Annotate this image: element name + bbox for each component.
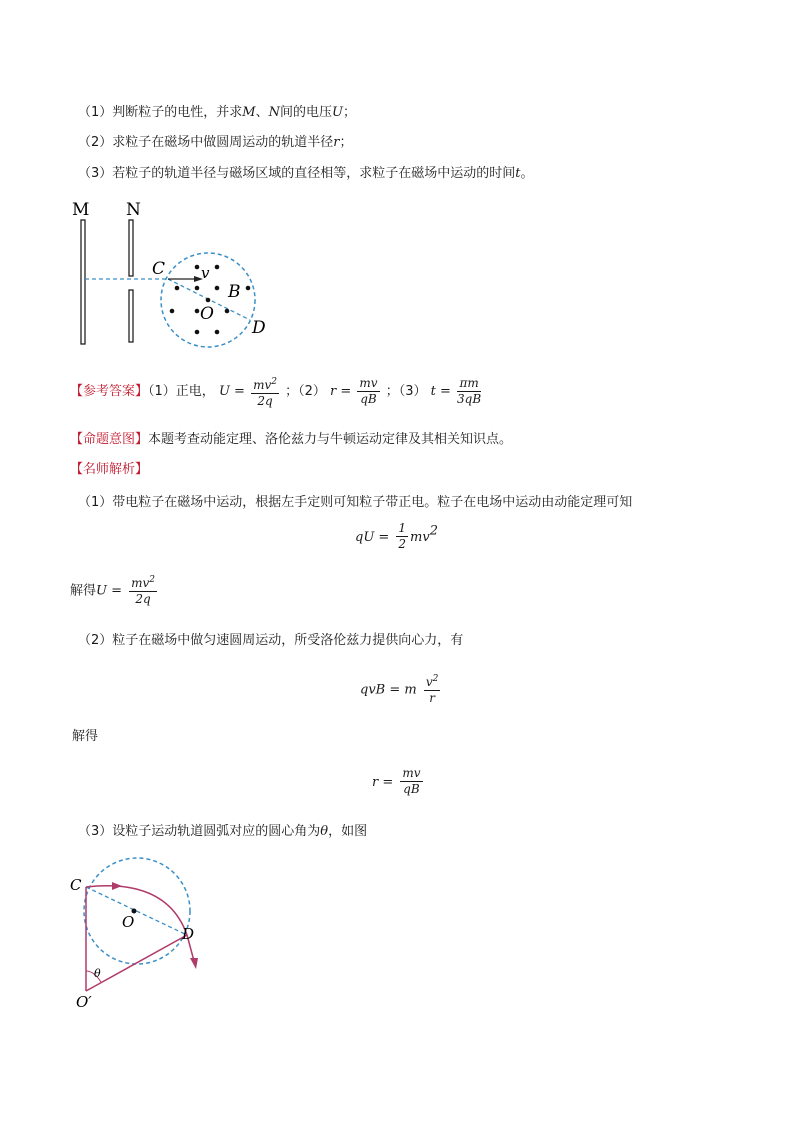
answer-tag: 【参考答案】 (70, 384, 149, 399)
radius-do (86, 935, 187, 991)
label-b: B (228, 282, 241, 302)
analysis-part-3: （3）设粒子运动轨道圆弧对应的圆心角为θ，如图 (78, 824, 368, 839)
label-v: v (201, 264, 210, 282)
label-d: D (252, 318, 266, 338)
analysis-part-1: （1）带电粒子在磁场中运动，根据左手定则可知粒子带正电。粒子在电场中运动由动能定理可知 (78, 495, 633, 510)
label-theta: θ (94, 967, 101, 980)
label-o: O (200, 304, 214, 324)
equation-energy: qU = $\frac{1}{2}$ $mv^2$ (355, 521, 438, 551)
analysis-tag: 【名师解析】 (70, 462, 149, 477)
question-3: （3）若粒子的轨道半径与磁场区域的直径相等，求粒子在磁场中运动的时间t。 (78, 166, 534, 181)
analysis-part-2: （2）粒子在磁场中做匀速圆周运动，所受洛伦兹力提供向心力，有 (78, 633, 464, 648)
label-d-2: D (182, 925, 195, 943)
reference-answer: 【参考答案】（1）正电， U = $\frac{mv^2}{2q}$ ；（2） r = $\frac{mv}{qB}$ ；（3） t = $\frac{\pi m}{3qB}$ (70, 376, 482, 408)
analysis-solve: 解得 (72, 729, 99, 744)
answer-t-fraction: $\frac{\pi m}{3qB}$ (457, 376, 482, 406)
equation-radius: r = $\frac{mv}{qB}$ (372, 766, 421, 796)
question-2: （2）求粒子在磁场中做圆周运动的轨道半径r； (78, 135, 353, 150)
label-m: M (72, 200, 90, 220)
equation-lorentz: qvB = m $\frac{v^2}{r}$ (360, 674, 439, 705)
answer-r-fraction: $\frac{mv}{qB}$ (359, 376, 378, 406)
answer-u-fraction: $\frac{mv^2}{2q}$ (253, 376, 277, 408)
question-1: （1）判断粒子的电性，并求M、N间的电压U； (78, 105, 356, 120)
label-n: N (126, 200, 141, 220)
plate-m (81, 220, 85, 344)
arc-arrow-start (112, 882, 122, 890)
figure-plates-field (60, 192, 290, 362)
label-o-2: O (122, 913, 135, 931)
label-o-prime: O′ (76, 993, 92, 1011)
exit-arrowhead (190, 958, 198, 969)
label-c: C (152, 259, 166, 279)
plate-n-bottom (129, 290, 133, 342)
plate-n-top (129, 220, 133, 276)
figure-arc-geometry (64, 848, 234, 1018)
intent-tag: 【命题意图】 (70, 432, 149, 447)
question-intent: 【命题意图】本题考查动能定理、洛伦兹力与牛顿运动定律及其相关知识点。 (70, 432, 513, 447)
label-c-2: C (70, 876, 82, 894)
result-u: 解得U = $\frac{mv^2}{2q}$ (70, 575, 155, 606)
